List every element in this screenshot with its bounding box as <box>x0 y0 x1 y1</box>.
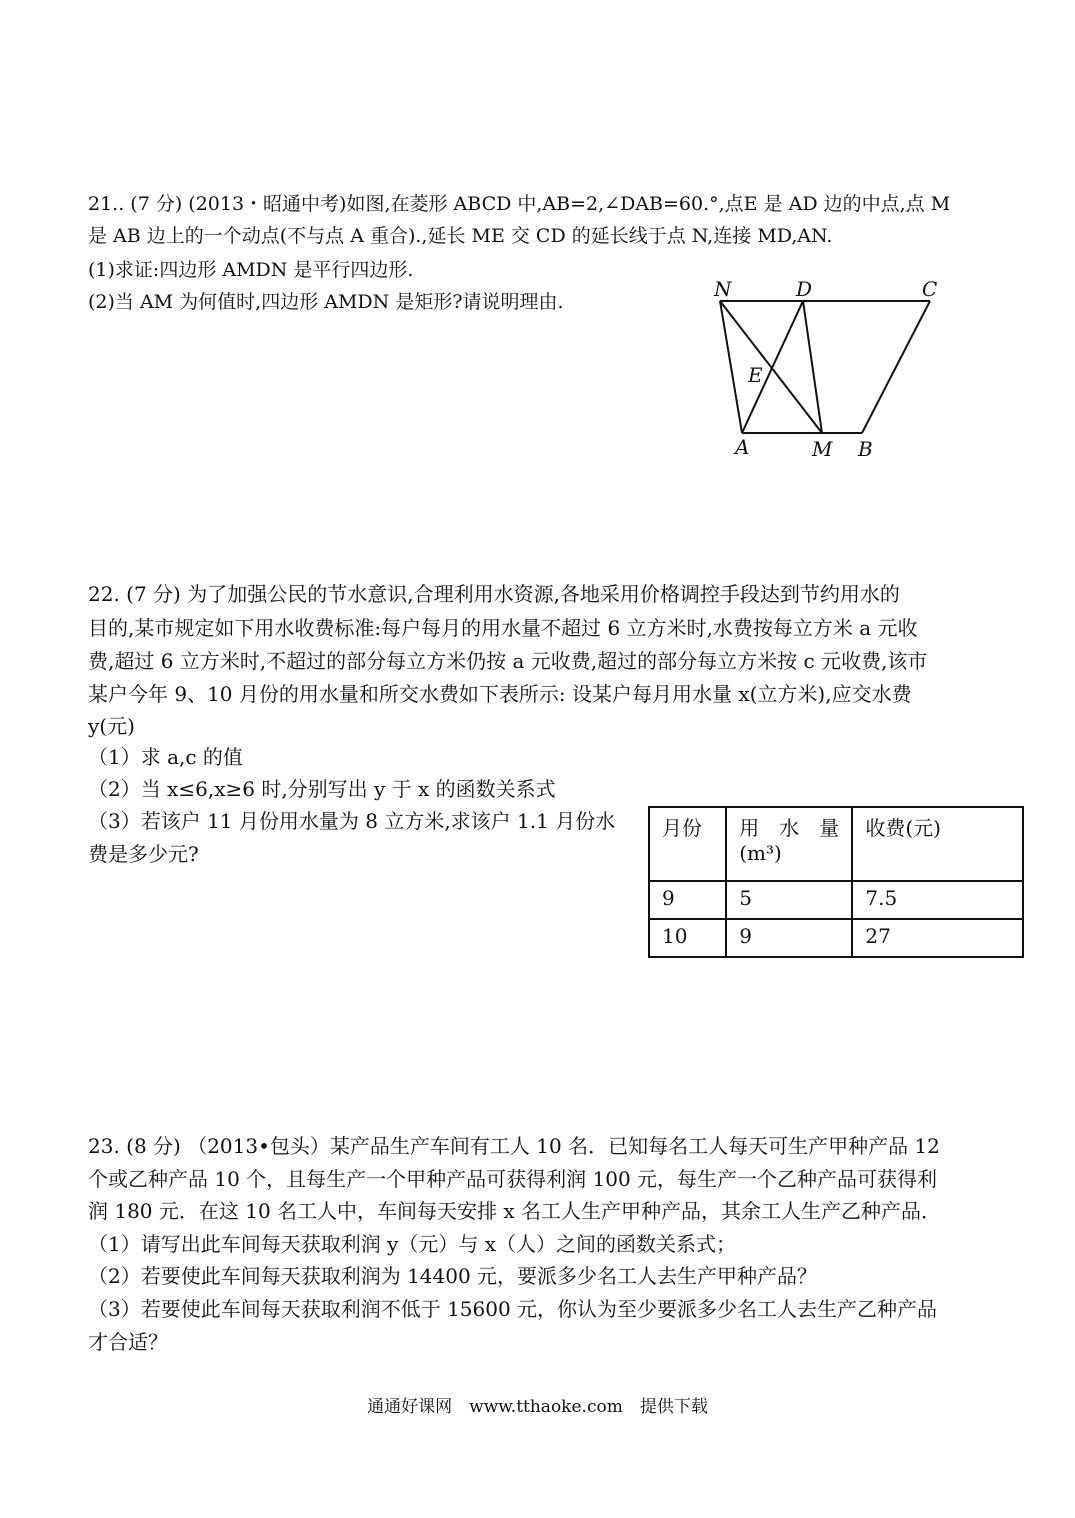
q21-part2: (2)当 AM 为何值时,四边形 AMDN 是矩形?请说明理由. <box>88 291 564 313</box>
q22-part3a: （3）若该户 11 月份用水量为 8 立方米,求该户 1.1 月份水 <box>88 809 616 833</box>
q23-line2: 个或乙种产品 10 个，且每生产一个甲种产品可获得利润 100 元，每生产一个乙种产品可获得利 <box>88 1167 938 1191</box>
segment-BC <box>862 301 930 433</box>
rhombus-figure <box>700 270 960 470</box>
q22-line2: 目的,某市规定如下用水收费标准:每户每月的用水量不超过 6 立方米时,水费按每立方米 a 元收 <box>88 616 918 640</box>
header-water-volume: 用 水 量 (m³) <box>726 807 852 881</box>
q22-part1: （1）求 a,c 的值 <box>88 745 243 769</box>
label-M: M <box>812 437 833 461</box>
table-row <box>649 919 1023 957</box>
label-E: E <box>748 363 763 387</box>
q22-line4: 某户今年 9、10 月份的用水量和所交水费如下表所示: 设某户每月用水量 x(立方米),应交水费 <box>88 682 912 706</box>
page-footer: 通通好课网 www.tthaoke.com 提供下载 <box>367 1397 708 1417</box>
label-C: C <box>922 277 938 301</box>
cell-month: 10 <box>649 919 726 957</box>
header-month: 月份 <box>649 807 726 881</box>
cell-month: 9 <box>649 881 726 919</box>
segment-NA <box>720 301 742 433</box>
cell-fee: 7.5 <box>852 881 1023 919</box>
q22-line5: y(元) <box>88 714 135 738</box>
q23-line1: 23. (8 分) （2013•包头）某产品生产车间有工人 10 名．已知每名工人每天可生产甲种产品 12 <box>88 1134 940 1158</box>
table-header-row <box>649 807 1023 881</box>
cell-volume: 9 <box>726 919 852 957</box>
cell-volume: 5 <box>726 881 852 919</box>
label-B: B <box>858 437 873 461</box>
q21-part1: (1)求证:四边形 AMDN 是平行四边形. <box>88 259 414 281</box>
cell-fee: 27 <box>852 919 1023 957</box>
q22-part2: （2）当 x≤6,x≥6 时,分别写出 y 于 x 的函数关系式 <box>88 777 556 801</box>
table-row <box>649 881 1023 919</box>
label-D: D <box>796 277 813 301</box>
q22-line1: 22. (7 分) 为了加强公民的节水意识,合理利用水资源,各地采用价格调控手段达到节约用水的 <box>88 582 900 606</box>
label-A: A <box>735 435 750 459</box>
q23-part2: （2）若要使此车间每天获取利润为 14400 元，要派多少名工人去生产甲种产品？ <box>88 1264 818 1288</box>
q21-line1: 21.. (7 分) (2013・昭通中考)如图,在菱形 ABCD 中,AB=2,∠DAB=60.°,点E 是 AD 边的中点,点 M <box>88 193 951 215</box>
label-N: N <box>714 277 732 301</box>
q22-part3b: 费是多少元? <box>88 842 199 866</box>
q21-line2: 是 AB 边上的一个动点(不与点 A 重合).,延长 ME 交 CD 的延长线于点 N,连接 MD,AN. <box>88 225 833 247</box>
water-fee-table <box>648 806 1024 958</box>
q22-line3: 费,超过 6 立方米时,不超过的部分每立方米仍按 a 元收费,超过的部分每立方米按 c 元收费,该市 <box>88 649 928 673</box>
q23-line3: 润 180 元．在这 10 名工人中，车间每天安排 x 名工人生产甲种产品，其余工人生产乙种产品． <box>88 1199 942 1223</box>
q23-part3b: 才合适？ <box>88 1330 168 1354</box>
header-fee: 收费(元) <box>852 807 1023 881</box>
q23-part1: （1）请写出此车间每天获取利润 y（元）与 x（人）之间的函数关系式； <box>88 1232 737 1256</box>
q23-part3a: （3）若要使此车间每天获取利润不低于 15600 元，你认为至少要派多少名工人去生产乙种产品 <box>88 1297 938 1321</box>
